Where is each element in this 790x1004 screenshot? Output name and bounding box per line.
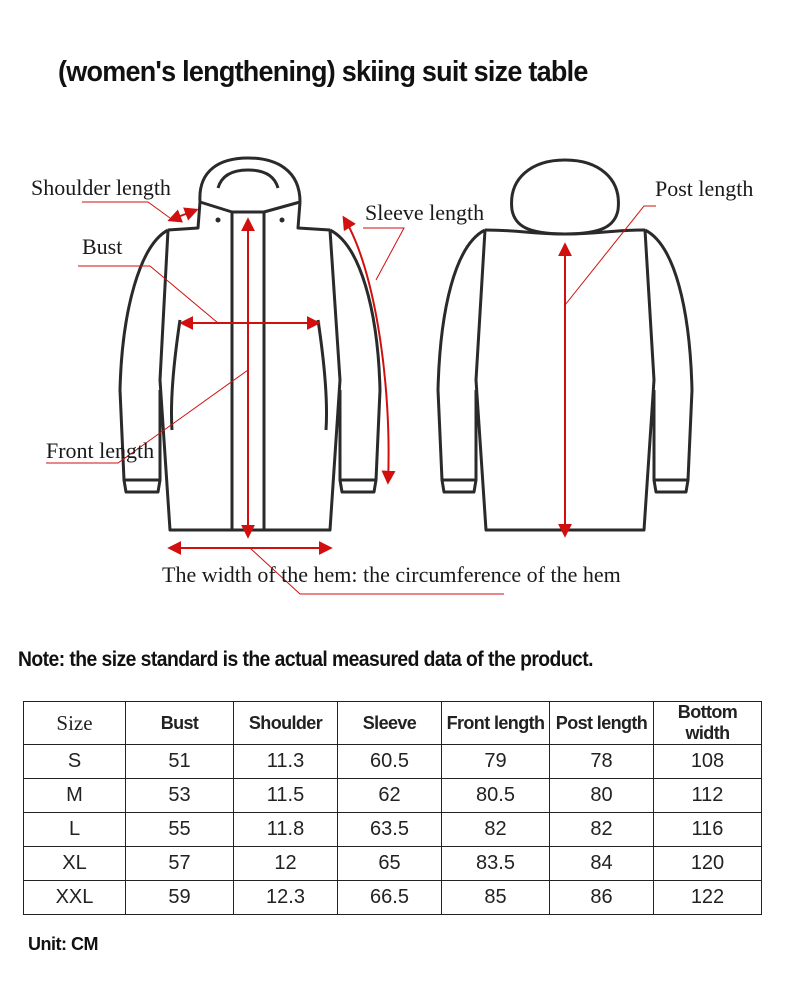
sleeve-arrow <box>344 218 389 482</box>
cell-bust: 51 <box>126 745 234 779</box>
cell-shoulder: 11.3 <box>234 745 338 779</box>
col-header-bottom-width: Bottom width <box>654 702 762 745</box>
cell-sleeve: 65 <box>338 847 442 881</box>
cell-post-length: 78 <box>550 745 654 779</box>
cell-sleeve: 62 <box>338 779 442 813</box>
table-row <box>24 813 762 847</box>
cell-size: L <box>24 813 126 847</box>
col-header-post-length: Post length <box>550 702 654 745</box>
cell-sleeve: 63.5 <box>338 813 442 847</box>
cell-bust: 59 <box>126 881 234 915</box>
cell-front-length: 79 <box>442 745 550 779</box>
front-length-label: Front length <box>46 438 155 463</box>
hem-width-label: The width of the hem: the circumference of the hem <box>162 562 621 587</box>
cell-sleeve: 60.5 <box>338 745 442 779</box>
cell-post-length: 80 <box>550 779 654 813</box>
cell-shoulder: 11.5 <box>234 779 338 813</box>
measure-arrows <box>170 210 565 548</box>
cell-post-length: 84 <box>550 847 654 881</box>
cell-post-length: 82 <box>550 813 654 847</box>
table-row <box>24 881 762 915</box>
cell-shoulder: 12 <box>234 847 338 881</box>
table-row <box>24 779 762 813</box>
col-header-size: Size <box>24 702 126 745</box>
cell-bust: 55 <box>126 813 234 847</box>
cell-bottom-width: 122 <box>654 881 762 915</box>
cell-bust: 57 <box>126 847 234 881</box>
col-header-shoulder: Shoulder <box>234 702 338 745</box>
cell-bottom-width: 108 <box>654 745 762 779</box>
shoulder-length-label: Shoulder length <box>31 175 171 200</box>
shoulder-arrow <box>170 210 196 220</box>
cell-shoulder: 11.8 <box>234 813 338 847</box>
table-row <box>24 847 762 881</box>
sleeve-length-label: Sleeve length <box>365 200 485 225</box>
cell-size: XL <box>24 847 126 881</box>
cell-size: S <box>24 745 126 779</box>
cell-front-length: 85 <box>442 881 550 915</box>
col-header-front-length: Front length <box>442 702 550 745</box>
page-title: (women's lengthening) skiing suit size table <box>58 56 588 88</box>
cell-bottom-width: 120 <box>654 847 762 881</box>
table-header-row <box>24 702 762 745</box>
jacket-diagram <box>0 130 790 610</box>
col-header-sleeve: Sleeve <box>338 702 442 745</box>
cell-sleeve: 66.5 <box>338 881 442 915</box>
unit-label: Unit: CM <box>28 934 98 954</box>
measurement-note: Note: the size standard is the actual measured data of the product. <box>18 648 593 671</box>
cell-front-length: 80.5 <box>442 779 550 813</box>
cell-shoulder: 12.3 <box>234 881 338 915</box>
table-row <box>24 745 762 779</box>
bust-label: Bust <box>82 234 123 259</box>
post-length-label: Post length <box>655 176 754 201</box>
cell-bust: 53 <box>126 779 234 813</box>
size-table <box>23 701 762 915</box>
cell-size: M <box>24 779 126 813</box>
cell-bottom-width: 116 <box>654 813 762 847</box>
cell-front-length: 83.5 <box>442 847 550 881</box>
cell-bottom-width: 112 <box>654 779 762 813</box>
cell-size: XXL <box>24 881 126 915</box>
cell-front-length: 82 <box>442 813 550 847</box>
cell-post-length: 86 <box>550 881 654 915</box>
front-jacket-outline <box>120 158 380 530</box>
col-header-bust: Bust <box>126 702 234 745</box>
